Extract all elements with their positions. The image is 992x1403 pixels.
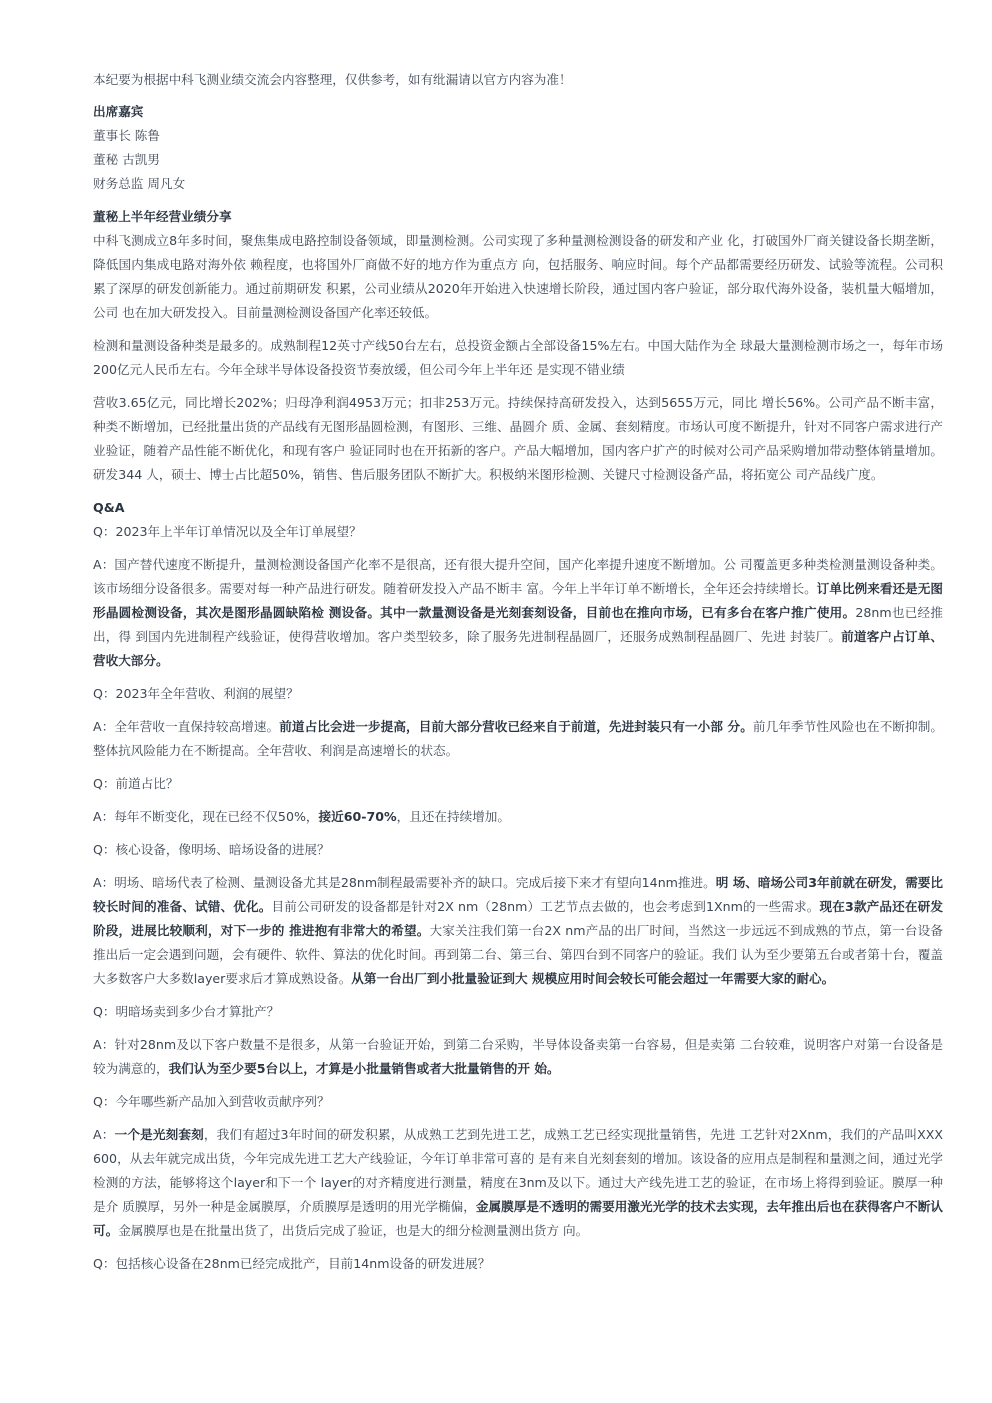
answer-2	[93, 715, 943, 763]
answer-text: A：每年不断变化，现在已经不仅50%，	[93, 809, 319, 824]
answer-text: A：国产替代速度不断提升，量测检测设备国产化率不是很高，还有很大提升空间，国产化率提升速度不断增加。公 司覆盖更多种类检测量测设备种类。该市场细分设备很多。需要对每一种产品进行研发。随着研发投入产品不断丰 富。今年上半年订单不断增长，全年还会持续增长。	[93, 557, 943, 596]
answer-text: A：	[93, 1127, 115, 1142]
answer-5	[93, 1033, 943, 1081]
guest-cfo: 财务总监 周凡女	[93, 176, 186, 191]
answer-text: A：针对28nm及以下客户数量不是很多，从第一台验证开始，到第二台采购，半导体设备卖第一台容易，但是卖第 二台较难，说明客户对第一台设备是较为满意的，	[93, 1037, 943, 1076]
answer-1	[93, 553, 943, 673]
question-7: Q：包括核心设备在28nm已经完成批产，目前14nm设备的研发进展？	[93, 1256, 491, 1271]
answer-text: 前几年季节性风险也在不断抑制。整体抗风险能力在不断提高。全年营收、利润是高速增长的状态。	[93, 719, 944, 758]
share-heading: 董秘上半年经营业绩分享	[93, 209, 232, 224]
question-4: Q：核心设备，像明场、暗场设备的进展？	[93, 842, 330, 857]
answer-bold-text: 接近60-70%	[318, 809, 397, 824]
answer-bold-text: 一个是光刻套刻	[114, 1127, 204, 1142]
answer-6	[93, 1123, 943, 1243]
answer-text: 金属膜厚也是在批量出货了，出货后完成了验证，也是大的细分检测量测出货方 向。	[118, 1223, 589, 1238]
answer-bold-text: 从第一台出厂到小批量验证到大 规模应用时间会较长可能会超过一年需要大家的耐心。	[351, 971, 835, 986]
answer-bold-text: 订单比例来看还是无图形晶圆检测设备，其次是图形晶圆缺陷检 测设备。其中一款量测设备是光刻套刻设备，目前也在推向市场，已有多台在客户推广使用。	[93, 581, 943, 620]
answer-text: A：明场、暗场代表了检测、量测设备尤其是28nm制程最需要补齐的缺口。完成后接下来才有望向14nm推进。	[93, 875, 716, 890]
answer-bold-text: 前道客户占订单、营收大部分。	[93, 629, 944, 668]
answer-text: ，我们有超过3年时间的研发积累，从成熟工艺到先进工艺，成熟工艺已经实现批量销售，先进 工艺针对2Xnm，我们的产品叫XXX 600，从去年就完成出货，今年完成先进工艺大产线验证，今年订单非常可喜的 是有来自光刻套刻的增加。该设备的应用点是制程和量测之间，通过光学检测的方法，能够将这个layer和下一个 layer的对齐精度进行测量，精度在3nm及以下。通过大产线先进工艺的验证，在市场上将得到验证。膜厚一种是介 质膜厚，另外一种是金属膜厚，介质膜厚是透明的用光学椭偏，	[93, 1127, 943, 1214]
question-2: Q：2023年全年营收、利润的展望？	[93, 686, 299, 701]
answer-bold-text: 明 场、暗场公司3年前就在研发，需要比较长时间的准备、试错、优化。	[93, 875, 943, 914]
answer-bold-text: 金属膜厚是不透明的需要用激光光学的技术去实现，去年推出后也在获得客户不断认可。	[93, 1199, 943, 1238]
question-1: Q：2023年上半年订单情况以及全年订单展望？	[93, 524, 362, 539]
answer-text: 目前公司研发的设备都是针对2X nm（28nm）工艺节点去做的，也会考虑到1Xnm的一些需求。	[271, 899, 820, 914]
guest-list	[93, 124, 943, 196]
question-5: Q：明暗场卖到多少台才算批产？	[93, 1004, 280, 1019]
answer-3	[93, 805, 943, 829]
guests-heading: 出席嘉宾	[93, 104, 144, 119]
share-paragraph: 检测和量测设备种类是最多的。成熟制程12英寸产线50台左右，总投资金额占全部设备15%左右。中国大陆作为全 球最大量测检测市场之一，每年市场200亿元人民币左右。今年全球半导体设备投资节奏放缓，但公司今年上半年还 是实现不错业绩	[93, 338, 943, 377]
guest-chairman: 董事长 陈鲁	[93, 128, 160, 143]
answer-bold-text: 前道占比会进一步提高，目前大部分营收已经来自于前道，先进封装只有一小部 分。	[279, 719, 753, 734]
answer-bold-text: 我们认为至少要5台以上，才算是小批量销售或者大批量销售的开 始。	[168, 1061, 560, 1076]
share-paragraph: 中科飞测成立8年多时间，聚焦集成电路控制设备领域，即量测检测。公司实现了多种量测检测设备的研发和产业 化，打破国外厂商关键设备长期垄断，降低国内集成电路对海外依 赖程度，也将国外厂商做不好的地方作为重点方 向，包括服务、响应时间。每个产品都需要经历研发、试验等流程。公司积累了深厚的研发创新能力。通过前期研发 积累，公司业绩从2020年开始进入快速增长阶段，通过国内客户验证，部分取代海外设备，装机量大幅增加，公司 也在加大研发投入。目前量测检测设备国产化率还较低。	[93, 233, 943, 320]
answer-text: ，且还在持续增加。	[396, 809, 510, 824]
answer-text: 大家关注我们第一台2X nm产品的出厂时间，当然这一步远远不到成熟的节点，第一台设备 推出后一定会遇到问题，会有硬件、软件、算法的优化时间。再到第二台、第三台、第四台到不同客户的验证。我们 认为至少要第五台或者第十台，覆盖大多数客户大多数layer要求后才算成熟设备。	[93, 923, 943, 986]
guest-secretary: 董秘 古凯男	[93, 152, 160, 167]
disclaimer-text: 本纪要为根据中科飞测业绩交流会内容整理，仅供参考，如有纰漏请以官方内容为准！	[93, 72, 572, 87]
share-paragraph: 营收3.65亿元，同比增长202%；归母净利润4953万元；扣非253万元。持续保持高研发投入，达到5655万元，同比 增长56%。公司产品不断丰富，种类不断增加，已经批量出货的产品线有无图形晶圆检测，有图形、三维、晶圆介 质、金属、套刻精度。市场认可度不断提升，针对不同客户需求进行产业验证，随着产品性能不断优化，和现有客户 验证同时也在开拓新的客户。产品大幅增加，国内客户扩产的时候对公司产品采购增加带动整体销量增加。研发344 人，硕士、博士占比超50%，销售、售后服务团队不断扩大。积极纳米图形检测、关键尺寸检测设备产品，将拓宽公 司产品线广度。	[93, 395, 943, 482]
question-3: Q：前道占比？	[93, 776, 179, 791]
answer-4	[93, 871, 943, 991]
answer-bold-text: 现在3款产品还在研发阶段，进展比较顺利，对下一步的 推进抱有非常大的希望。	[93, 899, 944, 938]
document-page	[93, 68, 943, 1285]
answer-text: 28nm也已经推出，得 到国内先进制程产线验证，使得营收增加。客户类型较多，除了服务先进制程晶圆厂，还服务成熟制程晶圆厂、先进 封装厂。	[93, 605, 943, 644]
question-6: Q：今年哪些新产品加入到营收贡献序列？	[93, 1094, 330, 1109]
answer-text: A：全年营收一直保持较高增速。	[93, 719, 280, 734]
qa-heading: Q&A	[93, 500, 125, 515]
